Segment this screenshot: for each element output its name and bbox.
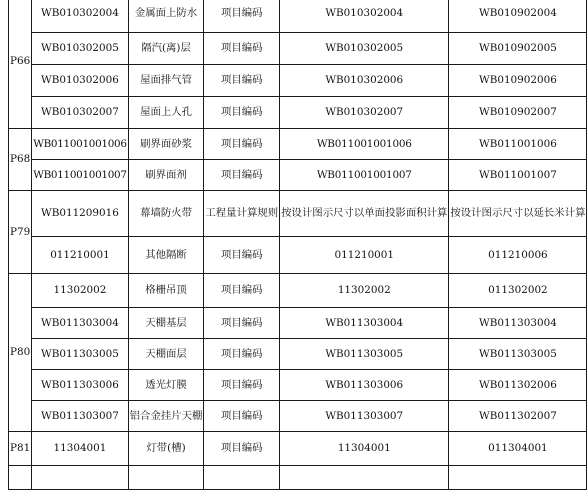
code-cell: WB011001001006 [32,129,128,160]
item-name-cell: 屋面上人孔 [128,97,204,129]
original-value-cell: 011210001 [280,237,449,274]
table-row [9,129,587,160]
field-cell: 项目编码 [204,370,280,401]
table-row [9,401,587,432]
table-row [9,339,587,370]
table-row [9,97,587,129]
original-value-cell: WB010302004 [280,0,449,33]
item-name-cell: 幕墙防火带 [128,191,204,237]
page-number-cell: P80 [9,274,32,432]
table-row [9,191,587,237]
code-cell: WB011303006 [32,370,128,401]
corrected-value-cell: WB011302006 [449,370,587,401]
item-name-cell: 天棚基层 [128,308,204,339]
field-cell: 工程量计算规则 [204,191,280,237]
corrected-value-cell: WB011001007 [449,160,587,191]
corrected-value-cell: WB010902007 [449,97,587,129]
code-cell: WB011001001007 [32,160,128,191]
field-cell: 项目编码 [204,274,280,308]
item-name-cell: 屋面排气管 [128,65,204,97]
corrected-value-cell: 011302002 [449,274,587,308]
table-row [9,308,587,339]
field-cell: 项目编码 [204,65,280,97]
code-cell: WB010302005 [32,33,128,65]
code-cell: WB011303004 [32,308,128,339]
code-cell: 011210001 [32,237,128,274]
table-row [9,432,587,466]
corrected-value-cell: WB011001006 [449,129,587,160]
table-row [9,160,587,191]
item-name-cell: 刷界面砂浆 [128,129,204,160]
original-value-cell: WB010302006 [280,65,449,97]
table-row [9,65,587,97]
item-name-cell: 格栅吊顶 [128,274,204,308]
corrected-value-cell: 011210006 [449,237,587,274]
item-name-cell: 灯带(槽) [128,432,204,466]
empty-cell [449,466,587,490]
field-cell: 项目编码 [204,33,280,65]
corrected-value-cell: WB011303004 [449,308,587,339]
corrected-value-cell: WB010902005 [449,33,587,65]
original-value-cell: WB010302007 [280,97,449,129]
corrected-value-cell: 按设计图示尺寸以延长米计算 [449,191,587,237]
field-cell: 项目编码 [204,432,280,466]
empty-cell [204,466,280,490]
item-name-cell: 其他隔断 [128,237,204,274]
code-cell: WB011303007 [32,401,128,432]
code-cell: WB010302004 [32,0,128,33]
item-name-cell: 透光灯膜 [128,370,204,401]
corrected-value-cell: WB011302007 [449,401,587,432]
original-value-cell: WB011303006 [280,370,449,401]
code-cell: 11304001 [32,432,128,466]
page-number-cell: P68 [9,129,32,191]
table-row [9,274,587,308]
table-row [9,33,587,65]
page-number-cell: P81 [9,432,32,466]
field-cell: 项目编码 [204,339,280,370]
empty-cell [128,466,204,490]
original-value-cell: WB011001001007 [280,160,449,191]
table-row [9,466,587,490]
corrected-value-cell: WB010902006 [449,65,587,97]
empty-cell [9,466,32,490]
original-value-cell: WB011303004 [280,308,449,339]
original-value-cell: WB011001001006 [280,129,449,160]
page-number-cell: P66 [9,0,32,129]
table-row [9,237,587,274]
table-row [9,0,587,33]
original-value-cell: WB011303007 [280,401,449,432]
item-name-cell: 铝合金挂片天棚 [128,401,204,432]
original-value-cell: 按设计图示尺寸以单面投影面积计算 [280,191,449,237]
code-cell: WB011209016 [32,191,128,237]
field-cell: 项目编码 [204,237,280,274]
original-value-cell: 11302002 [280,274,449,308]
corrected-value-cell: 011304001 [449,432,587,466]
empty-cell [32,466,128,490]
item-name-cell: 天棚面层 [128,339,204,370]
table-row [9,370,587,401]
page-number-cell: P79 [9,191,32,274]
item-name-cell: 刷界面剂 [128,160,204,191]
original-value-cell: WB010302005 [280,33,449,65]
field-cell: 项目编码 [204,129,280,160]
field-cell: 项目编码 [204,97,280,129]
item-name-cell: 金属面上防水 [128,0,204,33]
corrected-value-cell: WB010902004 [449,0,587,33]
field-cell: 项目编码 [204,401,280,432]
original-value-cell: 11304001 [280,432,449,466]
errata-table [8,0,587,490]
empty-cell [280,466,449,490]
code-cell: WB011303005 [32,339,128,370]
field-cell: 项目编码 [204,160,280,191]
code-cell: WB010302006 [32,65,128,97]
code-cell: WB010302007 [32,97,128,129]
field-cell: 项目编码 [204,308,280,339]
field-cell: 项目编码 [204,0,280,33]
item-name-cell: 隔汽(离)层 [128,33,204,65]
original-value-cell: WB011303005 [280,339,449,370]
code-cell: 11302002 [32,274,128,308]
corrected-value-cell: WB011303005 [449,339,587,370]
